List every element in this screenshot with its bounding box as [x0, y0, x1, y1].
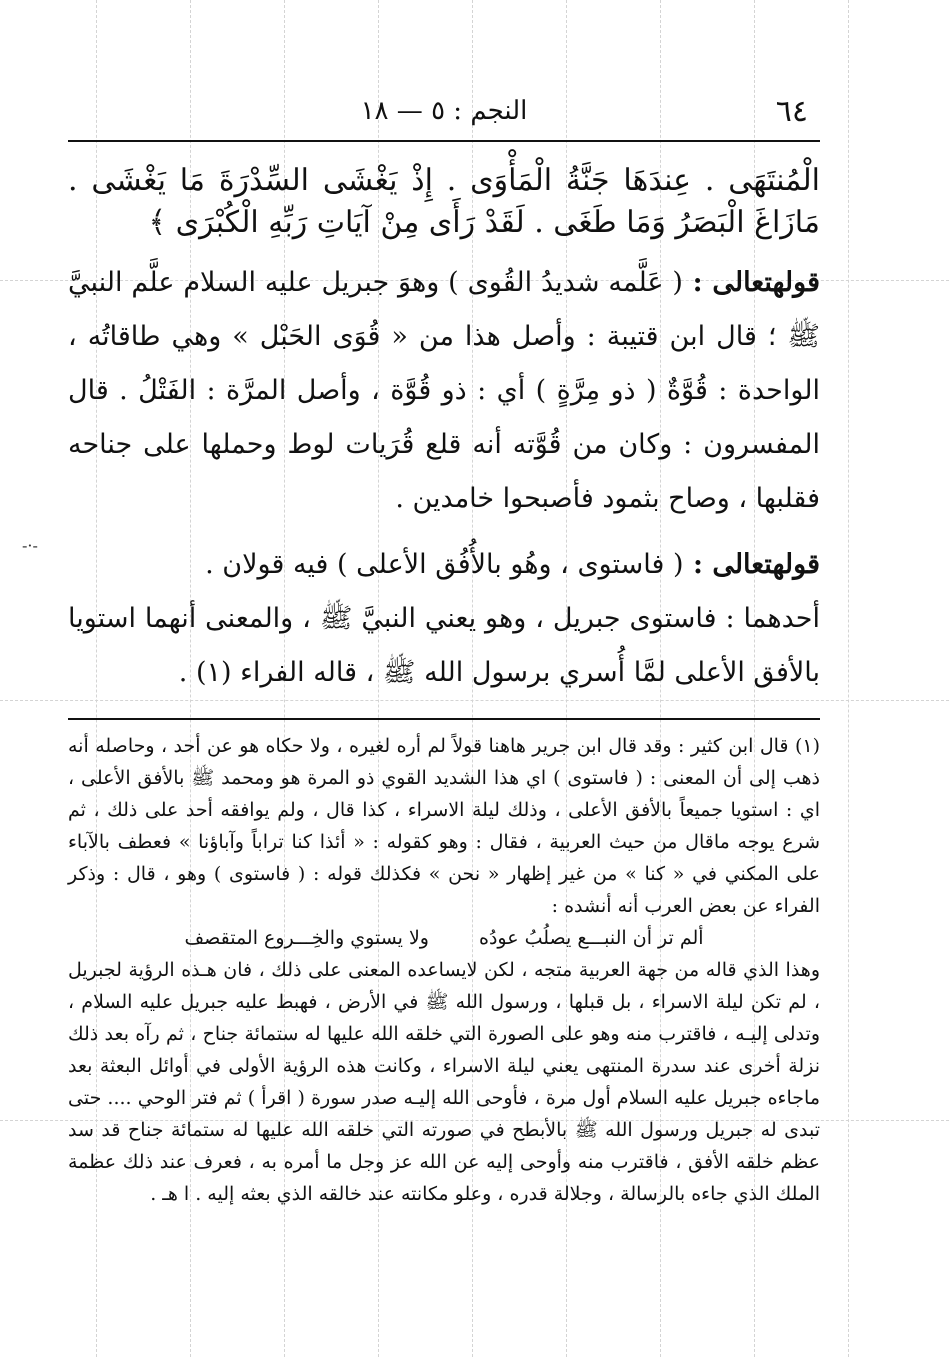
- page-number: ٦٤: [775, 94, 808, 129]
- paragraph-lead: قولهتعالى :: [683, 549, 820, 580]
- margin-mark: -·-: [22, 536, 38, 555]
- running-title: النجم : ٥ — ١٨: [360, 96, 528, 126]
- quran-verse: الْمُنتَهَى . عِندَهَا جَنَّةُ الْمَأْوَى . إِذْ يَغْشَى السِّدْرَةَ مَا يَغْشَى . مَازَاغَ الْبَصَرُ وَمَا طَغَى . لَقَدْ رَأَى مِنْ آيَاتِ رَبِّهِ الْكُبْرَى ﴾: [68, 163, 820, 240]
- poem-hemistich: ألم تر أن النبـــع يصلُبُ عودُه: [479, 927, 704, 949]
- commentary-paragraph: [68, 592, 820, 700]
- grid-line: [848, 0, 849, 1357]
- paragraph-text: ( عَلَّمه شديدُ القُوى ) وهوَ جبريل عليه السلام علَّم النبيَّ ﷺ ؛ قال ابن قتيبة : وأصل هذا من « قُوَى الحَبْل » وهي طاقاتُه ، الواحدة : قُوَّةٌ ( ذو مِرَّةٍ ) أي : ذو قُوَّة ، وأصل المرَّة : الفَتْلُ . قال المفسرون : وكان من قُوَّته أنه قلع قُرَيات لوط وحملها على جناحه فقلبها ، وصاح بثمود فأصبحوا خامدين .: [68, 267, 820, 514]
- commentary-paragraph: [68, 538, 820, 592]
- running-header: [68, 92, 820, 142]
- paragraph-text: ( فاستوى ، وهُو بالأُفُق الأعلى ) فيه قولان .: [205, 549, 684, 580]
- paragraph-text: أحدهما : فاستوى جبريل ، وهو يعني النبيَّ ﷺ ، والمعنى أنهما استويا بالأفق الأعلى لمَّا أُسري برسول الله ﷺ ، قاله الفراء (١) .: [68, 603, 820, 688]
- poem-verse: [68, 922, 820, 954]
- commentary-paragraph: [68, 256, 820, 526]
- book-page: [68, 92, 820, 1210]
- footnote-rule: [68, 718, 820, 720]
- poem-hemistich: ولا يستوي والخِـــروع المتقصف: [184, 927, 429, 949]
- footnote-continuation: وهذا الذي قاله من جهة العربية متجه ، لكن لايساعده المعنى على ذلك ، فان هـذه الرؤية لجبريل ، لم تكن ليلة الاسراء ، بل قبلها ، ورسول الله ﷺ في الأرض ، فهبط عليه جبريل عليه السلام ، وتدلى إليـه ، فاقترب منه وهو على الصورة التي خلقه الله عليها له ستمائة جناح ، ثم رآه بعد ذلك نزلة أخرى عند سدرة المنتهى يعني ليلة الاسراء ، وكانت هذه الرؤية الأولى في أوائل البعثة بعد ماجاءه جبريل عليه السلام أول مرة ، فأوحى الله إليـه صدر سورة ( اقرأ ) ثم فتر الوحي .... حتى تبدى له جبريل ورسول الله ﷺ بالأبطح في صورته التي خلقه الله عليها له ستمائة جناح قد سد عظم خلقه الأفق ، فاقترب منه وأوحى إليه عن الله عز وجل ما أمره به ، فعرف عند ذلك عظمة الملك الذي جاءه بالرسالة ، وجلالة قدره ، وعلو مكانته عند خالقه الذي بعثه إليه . ا هـ .: [68, 959, 820, 1205]
- footnote: (١) قال ابن كثير : وقد قال ابن جرير هاهنا قولاً لم أره لغيره ، ولا حكاه هو عن أحد ، وحاصله أنه ذهب إلى أن المعنى : ( فاستوى ) اي هذا الشديد القوي ذو المرة هو ومحمد ﷺ بالأفق الأعلى ، اي : استويا جميعاً بالأفق الأعلى ، وذلك ليلة الاسراء ، كذا قال ، ولم يوافقه أحد على ذلك ، ثم شرع يوجه ماقال من حيث العربية ، فقال : وهو كقوله : « أئذا كنا تراباً وآباؤنا » فعطف بالآباء على المكني في « كنا » من غير إظهار « نحن » فكذلك قوله : ( فاستوى ) وهو ، قال : وذكر الفراء عن بعض العرب أنه أنشده :: [68, 735, 820, 917]
- paragraph-lead: قولهتعالى :: [682, 267, 820, 298]
